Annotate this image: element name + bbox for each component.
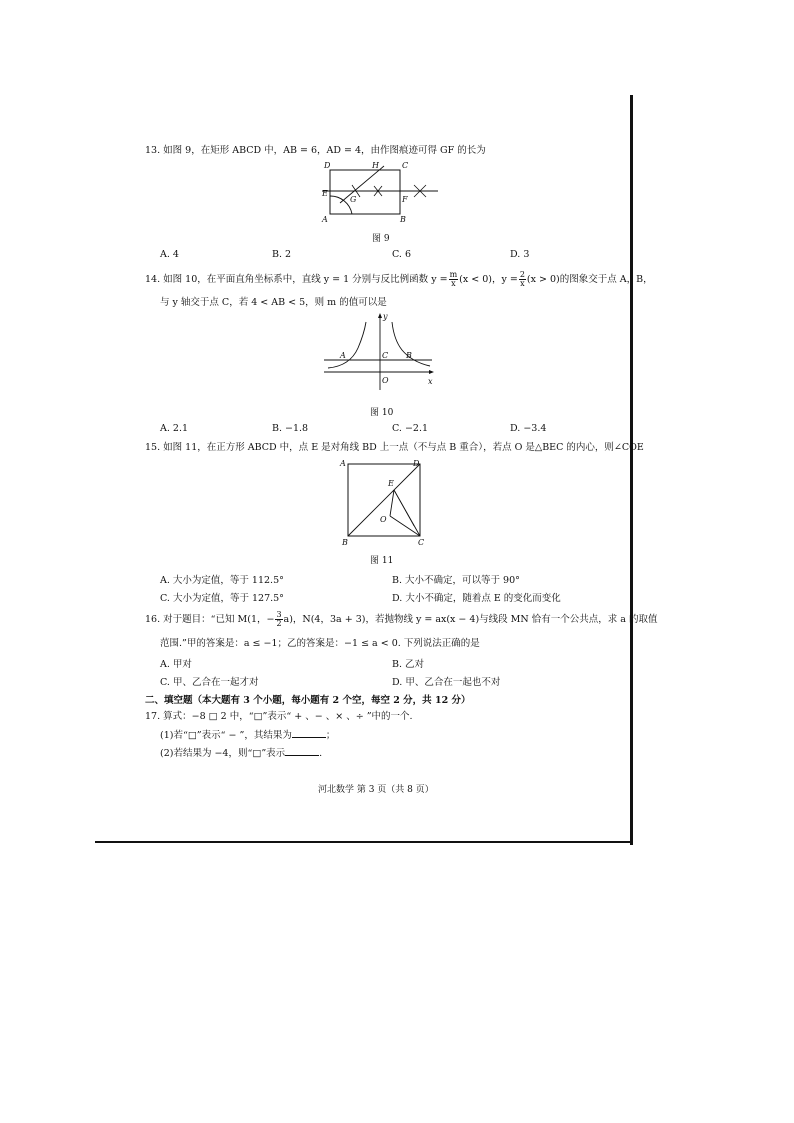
- fig11-caption: 图 11: [370, 556, 394, 566]
- fig11-label-a: A: [340, 459, 346, 468]
- q17-sub1-end: ；: [325, 730, 336, 741]
- q16-frac-den: 2: [276, 619, 282, 628]
- q17-blank-2[interactable]: [285, 747, 319, 756]
- q13-option-c: C. 6: [392, 249, 412, 260]
- fig10-label-o: O: [382, 376, 389, 385]
- figure-11: [338, 456, 426, 548]
- q16-option-a: A. 甲对: [160, 659, 192, 670]
- page-footer: 河北数学 第 3 页（共 8 页）: [318, 785, 434, 795]
- fig11-label-o: O: [380, 515, 387, 524]
- q16-option-b: B. 乙对: [392, 659, 425, 670]
- q16-option-d: D. 甲、乙合在一起也不对: [392, 677, 501, 688]
- fig9-label-d: D: [324, 161, 331, 170]
- q17-blank-1[interactable]: [292, 729, 326, 738]
- q14-frac2-num: 2: [519, 270, 525, 279]
- fig9-label-f: F: [402, 195, 408, 204]
- fig9-label-a: A: [322, 215, 328, 224]
- fig11-label-e: E: [388, 479, 394, 488]
- q16-text-a: 16. 对于题目：“已知 M(1，−: [145, 614, 275, 625]
- q15-option-b: B. 大小不确定，可以等于 90°: [392, 575, 520, 586]
- page-right-border: [630, 95, 633, 845]
- fig10-label-a: A: [340, 351, 346, 360]
- q14-option-c: C. −2.1: [392, 423, 429, 434]
- q14-option-d: D. −3.4: [510, 423, 547, 434]
- q13-option-d: D. 3: [510, 249, 530, 260]
- page-bottom-border: [95, 841, 633, 843]
- fig9-label-h: H: [372, 161, 379, 170]
- q17-sub2: [160, 747, 322, 760]
- fig11-label-d: D: [413, 459, 420, 468]
- q14-option-b: B. −1.8: [272, 423, 309, 434]
- q16-fraction: [275, 611, 282, 628]
- fig11-label-b: B: [342, 538, 348, 547]
- q16-frac-num: 3: [276, 610, 282, 619]
- q14-fraction-1: [449, 271, 459, 288]
- figure-9: [316, 158, 444, 228]
- fig9-label-e: E: [322, 189, 328, 198]
- fig10-label-c: C: [382, 351, 389, 360]
- q17-sub2-text: (2)若结果为 −4，则“□”表示: [160, 748, 286, 759]
- q14-text-a: 14. 如图 10，在平面直角坐标系中，直线 y = 1 分别与反比例函数 y =: [145, 274, 448, 285]
- q14-text-c: (x > 0)的图象交于点 A，B，: [526, 274, 653, 285]
- q17-text: 17. 算式：−8 □ 2 中，“□”表示“ + 、− 、× 、÷ ”中的一个.: [145, 711, 413, 722]
- q14-fraction-2: [519, 271, 526, 288]
- fig9-label-c: C: [402, 161, 409, 170]
- q16-text-b: a)，N(4，3a + 3)，若抛物线 y = ax(x − 4)与线段 MN 恰有一个公共点，求 a 的取值: [283, 614, 658, 625]
- fig9-label-g: G: [350, 195, 357, 204]
- q14-frac2-den: x: [520, 279, 525, 288]
- q14-line2: 与 y 轴交于点 C，若 4 < AB < 5，则 m 的值可以是: [160, 297, 387, 308]
- fig9-label-b: B: [400, 215, 406, 224]
- q15-option-a: A. 大小为定值，等于 112.5°: [160, 575, 284, 586]
- figure-10: [320, 310, 440, 392]
- q16-text: [145, 611, 657, 628]
- q13-option-a: A. 4: [160, 249, 179, 260]
- q15-option-d: D. 大小不确定，随着点 E 的变化而变化: [392, 593, 561, 604]
- fig10-label-x: x: [428, 377, 433, 386]
- fig10-label-b: B: [406, 351, 412, 360]
- q17-sub1: [160, 729, 335, 742]
- q14-frac1-den: x: [451, 279, 456, 288]
- fig9-caption: 图 9: [372, 234, 390, 244]
- q14-text: [145, 271, 653, 288]
- q17-sub2-end: .: [319, 748, 323, 759]
- q14-text-b: (x < 0)，y =: [459, 274, 518, 285]
- q14-frac1-num: m: [449, 270, 458, 279]
- fig11-label-c: C: [418, 538, 425, 547]
- q13-text: 13. 如图 9，在矩形 ABCD 中，AB = 6，AD = 4，由作图痕迹可得 GF 的长为: [145, 145, 486, 156]
- q15-text: 15. 如图 11，在正方形 ABCD 中，点 E 是对角线 BD 上一点（不与点 B 重合），若点 O 是△BEC 的内心，则∠COE: [145, 442, 644, 453]
- q16-line2: 范围.”甲的答案是：a ≤ −1；乙的答案是：−1 ≤ a < 0. 下列说法正确的是: [160, 638, 480, 649]
- q17-sub1-text: (1)若“□”表示“ − ”，其结果为: [160, 730, 292, 741]
- q14-option-a: A. 2.1: [160, 423, 189, 434]
- fig10-caption: 图 10: [370, 408, 394, 418]
- q15-option-c: C. 大小为定值，等于 127.5°: [160, 593, 284, 604]
- q16-option-c: C. 甲、乙合在一起才对: [160, 677, 259, 688]
- q13-option-b: B. 2: [272, 249, 292, 260]
- section-2-heading: 二、填空题（本大题有 3 个小题，每小题有 2 个空，每空 2 分，共 12 分）: [145, 695, 471, 706]
- fig10-label-y: y: [383, 312, 388, 321]
